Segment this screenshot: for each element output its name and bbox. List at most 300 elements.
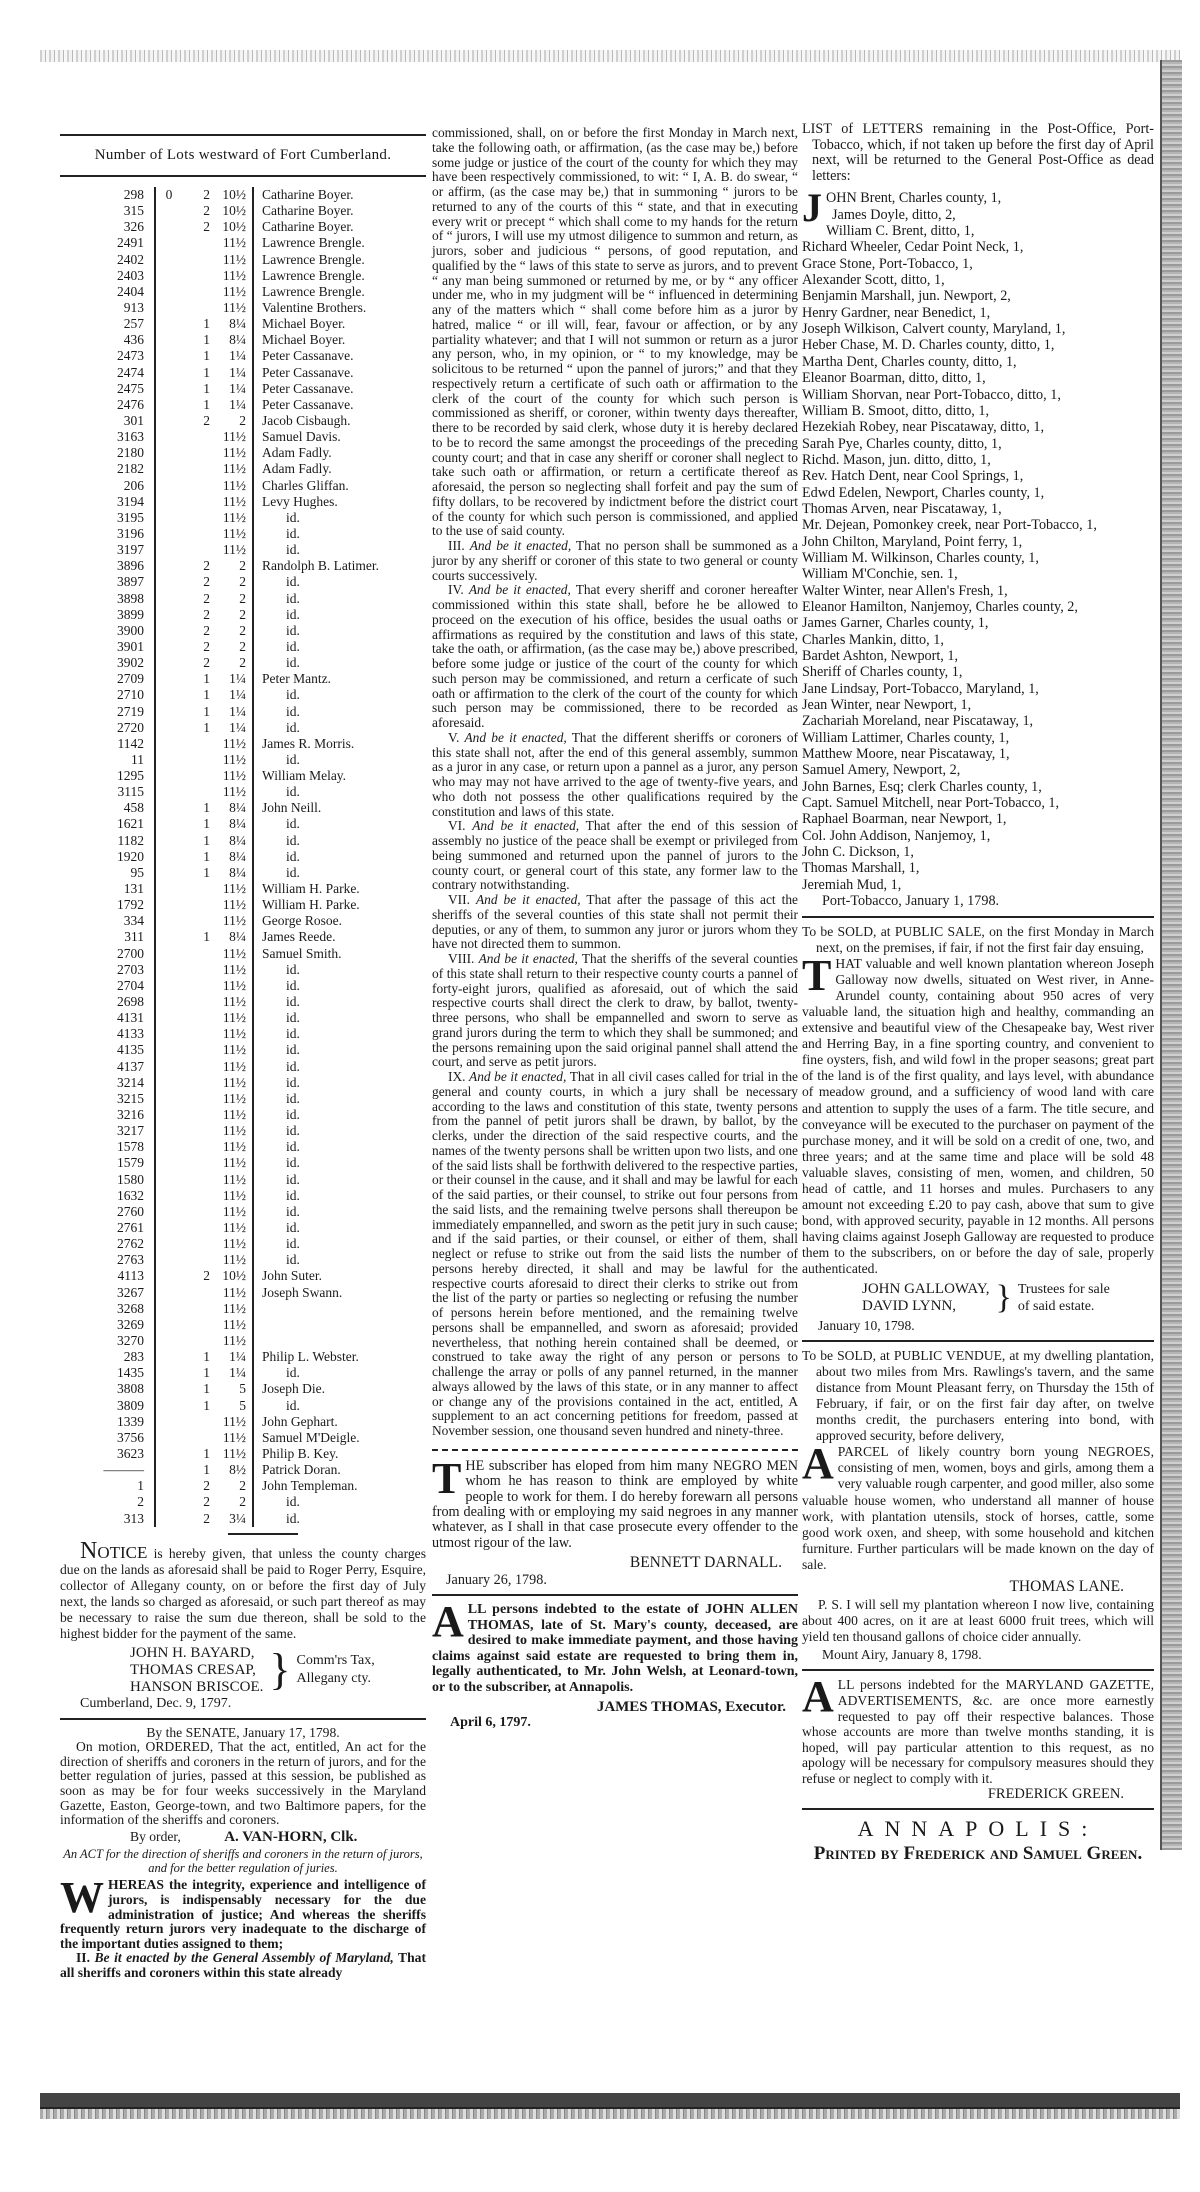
owner-name: Michael Boyer. [262, 316, 346, 332]
section-number: IX. [448, 1069, 466, 1084]
lot-number: 257 [66, 316, 156, 332]
charge-shillings [182, 1301, 210, 1317]
charge-pence: 2 [210, 591, 254, 607]
charge-shillings [182, 897, 210, 913]
charge-pence: 8½ [210, 1462, 254, 1478]
charge-pence: 11½ [210, 897, 254, 913]
charge-shillings: 2 [203, 638, 210, 654]
charge-pence: 11½ [210, 768, 254, 784]
runaway-signer: BENNETT DARNALL. [629, 1554, 782, 1572]
charge-pounds [156, 1301, 182, 1317]
charge-shillings [182, 510, 210, 526]
charge-pounds [156, 800, 182, 816]
letter-entry: Capt. Samuel Mitchell, near Port-Tobacco, 1, [802, 795, 1060, 812]
lot-number: 2719 [66, 704, 156, 720]
charge-shillings: 2 [203, 590, 210, 606]
vendue-signer: THOMAS LANE. [1009, 1577, 1124, 1595]
lot-row [66, 1285, 426, 1301]
lot-number: 2404 [66, 284, 156, 300]
charge-pounds [156, 1333, 182, 1349]
letter-entry: Bardet Ashton, Newport, 1, [802, 648, 959, 664]
charge-pounds [156, 1236, 182, 1252]
charge-pence: 11½ [210, 300, 254, 316]
charge-pounds [156, 897, 182, 913]
charge-pounds [156, 510, 182, 526]
charge-pounds [156, 494, 182, 510]
charge-pence: 11½ [210, 946, 254, 962]
letter-entry: William Lattimer, Charles county, 1, [802, 729, 1010, 746]
lot-row [66, 1365, 426, 1381]
section-number: III. [448, 538, 465, 553]
charge-shillings: 1 [203, 1349, 210, 1365]
owner-name: id. [286, 994, 300, 1010]
charge-pounds [156, 1123, 182, 1139]
charge-shillings [182, 1123, 210, 1139]
lot-number: 1579 [66, 1155, 156, 1171]
charge-pounds [156, 913, 182, 929]
scan-edge-right [1160, 60, 1182, 1850]
lot-number: 2700 [66, 946, 156, 962]
charge-pounds [156, 865, 182, 881]
charge-shillings [182, 1059, 210, 1075]
lot-number: 436 [66, 332, 156, 348]
charge-pounds [156, 639, 182, 655]
owner-name: Joseph Swann. [262, 1284, 343, 1300]
charge-pence: 8¼ [210, 849, 254, 865]
letter-entry: Jean Winter, near Newport, 1, [802, 697, 972, 714]
owner-name: id. [286, 574, 300, 590]
charge-pence: 2 [210, 1494, 254, 1510]
letter-entry: Eleanor Hamilton, Nanjemoy, Charles county, 2, [802, 598, 1078, 615]
owner-name: id. [286, 525, 300, 541]
lot-row [66, 1333, 426, 1349]
drop-cap: W [60, 1873, 104, 1923]
charge-pence: 2 [210, 639, 254, 655]
charge-shillings: 1 [203, 832, 210, 848]
owner-name: Jacob Cisbaugh. [262, 412, 351, 428]
charge-shillings [182, 300, 210, 316]
lot-row [66, 316, 426, 332]
letter-entry: Richard Wheeler, Cedar Point Neck, 1, [802, 239, 1024, 256]
lot-row [66, 1478, 426, 1494]
charge-shillings [182, 1107, 210, 1123]
charge-shillings: 1 [203, 332, 210, 348]
charge-shillings: 2 [203, 1268, 210, 1284]
charge-pounds [156, 736, 182, 752]
owner-name: Charles Gliffan. [262, 477, 349, 493]
letter-entry: Samuel Amery, Newport, 2, [802, 762, 961, 779]
lot-number: ——— [66, 1462, 156, 1478]
lot-row [66, 1381, 426, 1397]
lot-number: 1578 [66, 1139, 156, 1155]
owner-name: Peter Cassanave. [262, 396, 354, 412]
charge-pounds [156, 752, 182, 768]
lot-row [66, 687, 426, 703]
charge-shillings: 1 [203, 703, 210, 719]
owner-name: Samuel Davis. [262, 429, 341, 445]
charge-pounds [156, 1268, 182, 1284]
lots-table [66, 187, 426, 1527]
lot-row [66, 1511, 426, 1527]
lot-row [66, 913, 426, 929]
charge-pence: 10½ [210, 187, 254, 203]
charge-shillings [182, 268, 210, 284]
lot-number: 3901 [66, 639, 156, 655]
lot-row [66, 1494, 426, 1510]
lot-number: 3216 [66, 1107, 156, 1123]
lot-row [66, 558, 426, 574]
signer-name: HANSON BRISCOE. [130, 1678, 264, 1695]
owner-name: William H. Parke. [262, 881, 360, 897]
charge-pounds [156, 574, 182, 590]
charge-shillings [182, 252, 210, 268]
charge-shillings [182, 1285, 210, 1301]
lot-row [66, 1188, 426, 1204]
owner-name: id. [286, 687, 300, 703]
lot-number: 4133 [66, 1026, 156, 1042]
charge-shillings: 2 [203, 655, 210, 671]
lot-number: 1580 [66, 1172, 156, 1188]
lot-number: 131 [66, 881, 156, 897]
charge-pence: 11½ [210, 752, 254, 768]
charge-shillings [182, 1252, 210, 1268]
gazette-ad [802, 1672, 1154, 1802]
charge-pounds [156, 768, 182, 784]
charge-shillings: 1 [203, 719, 210, 735]
section-text: That the different sheriffs or coroners of this state shall not, after the end of this general assembly, summon as a juror in any case, or return upon a pannel as a juror, any person who may may not have arrived to the age of twenty-five years, and who doth not possess the other qualifications required by the constitution and laws of this state. [432, 729, 798, 819]
owner-name: James R. Morris. [262, 735, 355, 751]
charge-pence: 2 [210, 623, 254, 639]
lot-number: 3215 [66, 1091, 156, 1107]
vendue-date: Mount Airy, January 8, 1798. [822, 1647, 982, 1663]
charge-shillings: 1 [203, 1462, 210, 1478]
letter-entry: Benjamin Marshall, jun. Newport, 2, [802, 288, 1011, 305]
owner-name: Lawrence Brengle. [262, 267, 365, 283]
act-section [432, 952, 798, 1070]
charge-pence: 1¼ [210, 1349, 254, 1365]
vendue-heading: To be SOLD, at PUBLIC VENDUE, at my dwelling plantation, about two miles from Mrs. Rawlings's tavern, and the same distance from Mount Pleasant ferry, on Thursday the 15th of February, if fair, or on the first fair day after, on twelve months credit, the purchasers entering into bond, with approved security, before delivery, [802, 1347, 1154, 1444]
owner-name: id. [286, 1010, 300, 1026]
vendue-ad [802, 1348, 1154, 1664]
owner-name: id. [286, 864, 300, 880]
charge-shillings: 1 [203, 816, 210, 832]
lot-row [66, 445, 426, 461]
lot-number: 326 [66, 219, 156, 235]
charge-shillings [182, 946, 210, 962]
owner-name: John Gephart. [262, 1413, 338, 1429]
charge-shillings [182, 445, 210, 461]
lot-row [66, 478, 426, 494]
letter-entry: Edwd Edelen, Newport, Charles county, 1, [802, 484, 1045, 501]
runaway-text: HE subscriber has eloped from him many NEGRO MEN whom he has reason to think are employed by white people to work for them. I do hereby forewarn all persons from dealing with or employing my said negroes in any manner whatever, as I shall in that case prosecute every offender to the utmost rigour of the law. [432, 1457, 798, 1551]
imprint-city: ANNAPOLIS: [857, 1816, 1099, 1842]
owner-name: John Suter. [262, 1268, 323, 1284]
lot-number: 206 [66, 478, 156, 494]
lot-number: 2182 [66, 461, 156, 477]
charge-pence: 11½ [210, 1172, 254, 1188]
charge-pounds [156, 1462, 182, 1478]
charge-pence: 1¼ [210, 365, 254, 381]
lot-row [66, 526, 426, 542]
section-text: That after the passage of this act the sheriffs of the several counties of this state shall not permit their deputies, or any of them, to summon any juror or jurors whom they have not directed them to summon. [432, 892, 799, 952]
section-number: VIII. [448, 951, 475, 966]
charge-shillings: 2 [203, 1478, 210, 1494]
owner-name: id. [286, 655, 300, 671]
charge-shillings: 2 [203, 203, 210, 219]
lot-row [66, 235, 426, 251]
charge-pounds [156, 849, 182, 865]
lot-row [66, 1430, 426, 1446]
section-text: That after the end of this session of assembly no justice of the peace shall be exempt or privileged from being summoned and returned upon the pannel of jurors to the county court, or general court of this state, any former law to the contrary notwithstanding. [432, 818, 798, 893]
charge-shillings: 1 [203, 316, 210, 332]
lot-row [66, 655, 426, 671]
charge-shillings: 2 [203, 1494, 210, 1510]
senate-heading: By the SENATE, January 17, 1798. [146, 1724, 340, 1740]
lot-number: 2761 [66, 1220, 156, 1236]
owner-name: id. [286, 1123, 300, 1139]
charge-pence: 2 [210, 1478, 254, 1494]
charge-shillings [182, 494, 210, 510]
lot-row [66, 1026, 426, 1042]
lot-number: 2709 [66, 671, 156, 687]
letter-entry: William M'Conchie, sen. 1, [802, 566, 958, 583]
owner-name: id. [286, 622, 300, 638]
letter-entry: Hezekiah Robey, near Piscataway, ditto, 1, [802, 419, 1045, 436]
lot-row [66, 348, 426, 364]
charge-pounds [156, 623, 182, 639]
lot-number: 1435 [66, 1365, 156, 1381]
notice-text: is hereby given, that unless the county charges due on the lands as aforesaid shall be paid to Roger Perry, Esquire, collector of Allegany county, on or before the first day of July next, the lands so charged as aforesaid, or such part thereof as may be necessary to raise the sum due thereon, shall be sold to the highest bidder for the payment of the same. [60, 1545, 426, 1641]
letters-dateline: Port-Tobacco, January 1, 1798. [822, 893, 1000, 910]
charge-pence: 11½ [210, 284, 254, 300]
act-section [432, 583, 798, 731]
lot-row [66, 897, 426, 913]
letter-entry: William M. Wilkinson, Charles county, 1, [802, 549, 1039, 566]
lot-number: 2704 [66, 978, 156, 994]
lot-row [66, 833, 426, 849]
charge-pence: 11½ [210, 736, 254, 752]
lot-number: 1920 [66, 849, 156, 865]
owner-name: id. [286, 1252, 300, 1268]
charge-pence: 11½ [210, 1091, 254, 1107]
charge-pounds [156, 316, 182, 332]
scan-edge-top [40, 50, 1180, 62]
owner-name: id. [286, 1365, 300, 1381]
charge-shillings [182, 542, 210, 558]
owner-name: id. [286, 977, 300, 993]
lot-row [66, 510, 426, 526]
letter-entry: Mr. Dejean, Pomonkey creek, near Port-Tobacco, 1, [802, 517, 1097, 534]
act-section [432, 893, 798, 952]
charge-pounds [156, 1107, 182, 1123]
charge-pounds [156, 235, 182, 251]
owner-name: id. [286, 719, 300, 735]
lot-row [66, 203, 426, 219]
lot-row [66, 1091, 426, 1107]
charge-pounds [156, 268, 182, 284]
lot-row [66, 429, 426, 445]
lot-number: 458 [66, 800, 156, 816]
letter-entry: Charles Mankin, ditto, 1, [802, 631, 944, 648]
owner-name: John Templeman. [262, 1478, 358, 1494]
charge-shillings: 2 [203, 187, 210, 202]
lot-number: 95 [66, 865, 156, 881]
act-section [432, 1070, 798, 1439]
charge-pounds [156, 1414, 182, 1430]
charge-pence: 11½ [210, 461, 254, 477]
sale-heading: To be SOLD, at PUBLIC SALE, on the first Monday in March next, on the premises, if fair, if not the first fair day ensuing, [802, 923, 1154, 955]
charge-pounds [156, 1349, 182, 1365]
charge-shillings [182, 1204, 210, 1220]
charge-pence: 11½ [210, 1285, 254, 1301]
section-text: That the sheriffs of the several counties of this state shall return to their respective county courts a pannel of forty-eight jurors, qualified as aforesaid, out of which the said respective courts shall direct the clerk to draw, by ballot, twenty-three persons, who shall be empannelled and sworn to serve as grand jurors during the term to which they shall be summoned; and the persons remaining upon the said original pannel shall attend the court, and serve as petit jurors. [432, 951, 798, 1070]
charge-pence: 2 [210, 574, 254, 590]
lot-row [66, 1398, 426, 1414]
lot-row [66, 1155, 426, 1171]
section-number: VII. [448, 892, 470, 907]
vendue-text: PARCEL of likely country born young NEGROES, consisting of men, women, boys and girls, among them a very valuable rough carpenter, and good miller, also some valuable house women, who understand all manner of house work, with plantation utensils, stock of horses, cattle, some good work oxen, and sheep, with some household and kitchen furniture. Further particulars will be made known on the day of sale. [802, 1444, 1154, 1572]
owner-name: id. [286, 1058, 300, 1074]
lot-row [66, 671, 426, 687]
charge-pence: 11½ [210, 1075, 254, 1091]
lot-number: 4137 [66, 1059, 156, 1075]
lot-number: 1621 [66, 816, 156, 832]
owner-name: id. [286, 848, 300, 864]
charge-shillings: 1 [203, 864, 210, 880]
lot-row [66, 365, 426, 381]
owner-name: id. [286, 1074, 300, 1090]
lot-number: 2710 [66, 687, 156, 703]
letter-entry: Col. John Addison, Nanjemoy, 1, [802, 827, 991, 844]
charge-pounds [156, 1365, 182, 1381]
lot-row [66, 607, 426, 623]
estate-date: April 6, 1797. [450, 1715, 531, 1731]
lot-number: 1 [66, 1478, 156, 1494]
charge-pence: 3¼ [210, 1511, 254, 1527]
owner-name: id. [286, 590, 300, 606]
charge-pounds [156, 284, 182, 300]
charge-pence: 11½ [210, 1139, 254, 1155]
charge-pence: 11½ [210, 510, 254, 526]
lot-number: 3217 [66, 1123, 156, 1139]
owner-name: id. [286, 542, 300, 558]
owner-name: William Melay. [262, 768, 347, 784]
charge-pence: 5 [210, 1398, 254, 1414]
lot-number: 1182 [66, 833, 156, 849]
sale-signature [862, 1278, 1154, 1318]
lot-number: 3196 [66, 526, 156, 542]
lot-row [66, 704, 426, 720]
scan-edge-bottom [40, 2093, 1180, 2109]
charge-pence: 11½ [210, 881, 254, 897]
charge-shillings [182, 235, 210, 251]
lot-row [66, 413, 426, 429]
charge-shillings [182, 1333, 210, 1349]
charge-pounds [156, 219, 182, 235]
lot-row [66, 1236, 426, 1252]
charge-pounds [156, 881, 182, 897]
act-section-2: II. Be it enacted by the General Assembly of Maryland, That all sheriffs and coroners within this state already [60, 1950, 426, 1980]
lot-number: 313 [66, 1511, 156, 1527]
charge-shillings [182, 284, 210, 300]
lot-row [66, 268, 426, 284]
letter-entry: Matthew Moore, near Piscataway, 1, [802, 746, 1010, 763]
owner-name: id. [286, 1510, 300, 1526]
owner-name: id. [286, 1236, 300, 1252]
charge-pounds [156, 816, 182, 832]
letter-entry: Eleanor Boarman, ditto, ditto, 1, [802, 370, 986, 387]
signer-name: JOHN H. BAYARD, [130, 1644, 255, 1661]
charge-pounds [156, 994, 182, 1010]
charge-pence: 8¼ [210, 316, 254, 332]
charge-shillings: 1 [203, 396, 210, 412]
letters-heading: LIST of LETTERS remaining in the Post-Office, Port-Tobacco, which, if not taken up before the first day of April next, will be returned to the General Post-Office as dead letters: [802, 121, 1154, 184]
gazette-signer: FREDERICK GREEN. [987, 1785, 1124, 1802]
owner-name: id. [286, 1220, 300, 1235]
charge-pounds [156, 1430, 182, 1446]
drop-cap: T [432, 1453, 462, 1503]
act-continuation: commissioned, shall, on or before the first Monday in March next, take the following oath, or affirmation, (as the case may be,) before some judge or justice of the court of the county for which they may have been respectively commissioned, to wit: “ I, A. B. do swear, “ or affirm, (as the case may be,) that in summoning “ jurors to be returned to any of the courts of this “ state, and that in executing every writ or precept “ which shall come to my hands for the return of “ jurors, I will use my utmost diligence to summon and return, as jurors, sober and judicious “ persons, of good reputation, and qualified by the “ laws of this state to serve as jurors, and to prevent “ any man being summoned or returned by me, or by “ any officer under me, who in my judgment will be “ influenced in determining any of the matters which “ shall come before him as a juror by hatred, malice “ or ill will, fear, favour or affection, or by any partiality whatever; and that I will not summon or return as a juror any person, who, in my opinion, or “ to my knowledge, may be solicitous to be returned “ upon the pannel of jurors;” and that they respectively return a certificate of such oath or affirmation to the clerk of the court of the county for which such person is commissioned as sheriff, or coroner, within twenty days thereafter, there to be recorded by said clerk, whose duty it is hereby declared to be to record the same amongst the proceedings of the preceding county court; and that in case any sheriff or coroner shall neglect to take such oath or affirmation, or return a certificate thereof as aforesaid, the person so neglecting shall forfeit and pay the sum of fifty dollars, to be recovered by indictment before the district court of the county for which such person is commissioned, and applied to the use of said county. [432, 125, 798, 539]
charge-pounds [156, 1042, 182, 1058]
owner-name [254, 1301, 262, 1317]
owner-name: Peter Mantz. [262, 671, 331, 687]
charge-pounds [156, 1155, 182, 1171]
charge-pounds [156, 1446, 182, 1462]
charge-pounds [156, 365, 182, 381]
letter-entry: William Shorvan, near Port-Tobacco, ditto, 1, [802, 386, 1061, 403]
lot-row [66, 623, 426, 639]
owner-name: id. [286, 751, 300, 767]
charge-pence: 11½ [210, 478, 254, 494]
charge-pounds [156, 1398, 182, 1414]
charge-pence: 11½ [210, 1204, 254, 1220]
section-text: That in all civil cases called for trial in the general and county courts, in which a jury shall be necessary according to the laws and constitution of this state, twenty persons from the pannel of petit jurors shall be drawn, by ballot, by the clerks, under the direction of the said respective courts, and the names of the twenty persons shall be written upon two lists, and one of the said lists shall be forthwith delivered to the respective parties, or their counsel in the cause, and it shall and may be lawful for each of the said parties, or their counsel, to strike out four persons from the said lists, and the remaining twelve persons shall thereupon be immediately empannelled, and sworn as the petit jury in such cause; and if the said parties, or their counsel, or either of them, shall neglect or refuse to strike out from the said lists the number of persons hereby directed, it shall and may be lawful for the respective courts aforesaid to direct their clerks to strike out from the list of the party or parties so neglecting or refusing the number of persons herein before mentioned, and the remaining twelve persons shall be empannelled, and sworn as aforesaid; provided nevertheless, that nothing herein contained shall be deemed, or construed to take away the right of any person or persons to challenge the array or polls of any pannel returned, in the manner always allowed by the laws of this state, or in any manner to affect or change any of the provisions contained in the act, entitled, A supplement to an act concerning petitions for freedom, passed at November session, one thousand seven hundred and ninety-three. [432, 1069, 798, 1438]
letter-entry: OHN Brent, Charles county, 1, [826, 190, 1002, 207]
owner-name [254, 1317, 262, 1333]
divider [60, 1718, 426, 1720]
act-section [432, 539, 798, 583]
charge-shillings: 2 [203, 574, 210, 590]
charge-pence: 11½ [210, 1220, 254, 1236]
lot-number: 3899 [66, 607, 156, 623]
lot-number: 4135 [66, 1042, 156, 1058]
lot-number: 2 [66, 1494, 156, 1510]
charge-pounds [156, 704, 182, 720]
charge-shillings [182, 1236, 210, 1252]
enacting-clause: And be it enacted, [464, 729, 567, 745]
lot-row [66, 1172, 426, 1188]
charge-pence: 2 [210, 607, 254, 623]
owner-name: John Neill. [262, 800, 322, 816]
charge-pounds [156, 1317, 182, 1333]
charge-shillings [182, 1042, 210, 1058]
charge-pounds [156, 1059, 182, 1075]
letter-entry: John Chilton, Maryland, Point ferry, 1, [802, 533, 1023, 550]
charge-shillings [182, 1155, 210, 1171]
lot-row [66, 816, 426, 832]
senate-order [60, 1726, 426, 1981]
charge-pounds [156, 526, 182, 542]
brace: } [995, 1278, 1012, 1316]
charge-pounds [156, 542, 182, 558]
lot-row [66, 1059, 426, 1075]
charge-shillings [182, 1091, 210, 1107]
charge-pounds [156, 720, 182, 736]
letter-entry: Heber Chase, M. D. Charles county, ditto, 1, [802, 337, 1055, 354]
charge-shillings: 1 [203, 671, 210, 687]
notice-ad [60, 1537, 426, 1712]
column-3 [802, 122, 1154, 1866]
